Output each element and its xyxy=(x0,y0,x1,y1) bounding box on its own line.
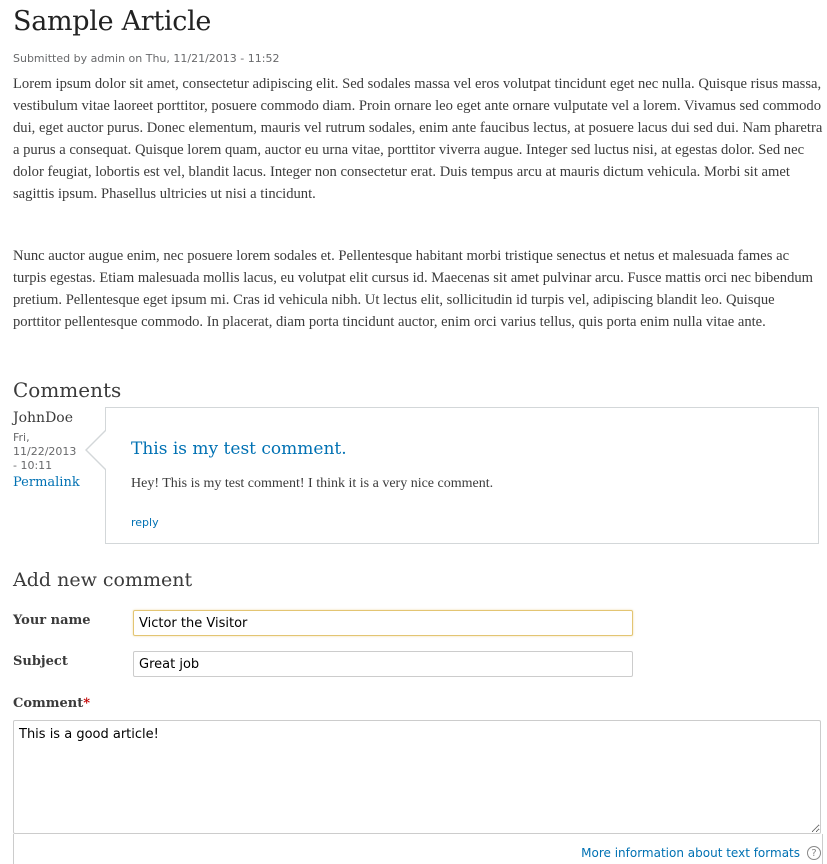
comment-reply-link[interactable]: reply xyxy=(131,516,159,529)
comment-date: Fri, 11/22/2013 - 10:11 xyxy=(13,431,77,472)
add-comment-heading: Add new comment xyxy=(13,569,193,591)
text-format-info-link[interactable]: More information about text formats xyxy=(581,846,800,860)
article-submitted-info: Submitted by admin on Thu, 11/21/2013 - 11:52 xyxy=(13,52,280,65)
comment-label-text: Comment xyxy=(13,696,84,711)
help-icon[interactable]: ? xyxy=(807,846,821,860)
article-title: Sample Article xyxy=(13,6,212,37)
comment-author: JohnDoe xyxy=(13,410,74,426)
comment-label xyxy=(13,696,90,711)
comment-textarea[interactable] xyxy=(13,720,821,834)
text-format-bar xyxy=(13,834,823,864)
name-input[interactable] xyxy=(133,610,633,636)
comments-heading: Comments xyxy=(13,378,122,402)
required-marker: * xyxy=(83,696,91,711)
comment-textarea-wrapper xyxy=(13,720,821,836)
comment-bubble xyxy=(105,407,819,544)
name-label: Your name xyxy=(13,613,91,628)
comment-permalink-link[interactable]: Permalink xyxy=(13,475,80,490)
comment-bubble-arrow-inner xyxy=(87,431,106,469)
comment-body: Hey! This is my test comment! I think it is a very nice comment. xyxy=(131,476,494,491)
article-paragraph-1: Lorem ipsum dolor sit amet, consectetur adipiscing elit. Sed sodales massa vel eros volutpat tincidunt eget nec nulla. Quisque risus massa, vestibulum vitae laoreet porttitor, posuere commodo diam. Proin ornare leo eget ante ornare vulputate vel a lorem. Vivamus sed commodo dui, eget auctor purus. Donec elementum, mauris vel rutrum sodales, enim ante faucibus lectus, at posuere lacus dui sed dui. Nam pharetra a purus a consequat. Quisque lorem quam, auctor eu urna vitae, porttitor viverra augue. Integer sed luctus nisi, at egestas dolor. Sed nec dolor feugiat, lobortis est vel, blandit lacus. Integer non consectetur erat. Duis tempus arcu at mauris dictum vehicula. Morbi sit amet sagittis ipsum. Phasellus ultricies ut nisi a tincidunt. xyxy=(13,76,823,202)
comment-meta xyxy=(13,410,93,490)
subject-label: Subject xyxy=(13,654,68,669)
article-paragraph-2: Nunc auctor augue enim, nec posuere lorem sodales et. Pellentesque habitant morbi tristique senectus et netus et malesuada fames ac turpis egestas. Etiam malesuada mollis lacus, eu volutpat elit cursus id. Maecenas sit amet pulvinar arcu. Fusce mattis orci nec bibendum pretium. Pellentesque eget ipsum mi. Cras id vehicula nibh. Ut lectus elit, sollicitudin id turpis vel, adipiscing blandit leo. Quisque porttitor pellentesque commodo. In placerat, diam porta tincidunt auctor, enim orci varius tellus, quis porta enim nulla vitae ante. xyxy=(13,248,814,330)
subject-input[interactable] xyxy=(133,651,633,677)
comment-subject-link[interactable]: This is my test comment. xyxy=(131,439,347,459)
